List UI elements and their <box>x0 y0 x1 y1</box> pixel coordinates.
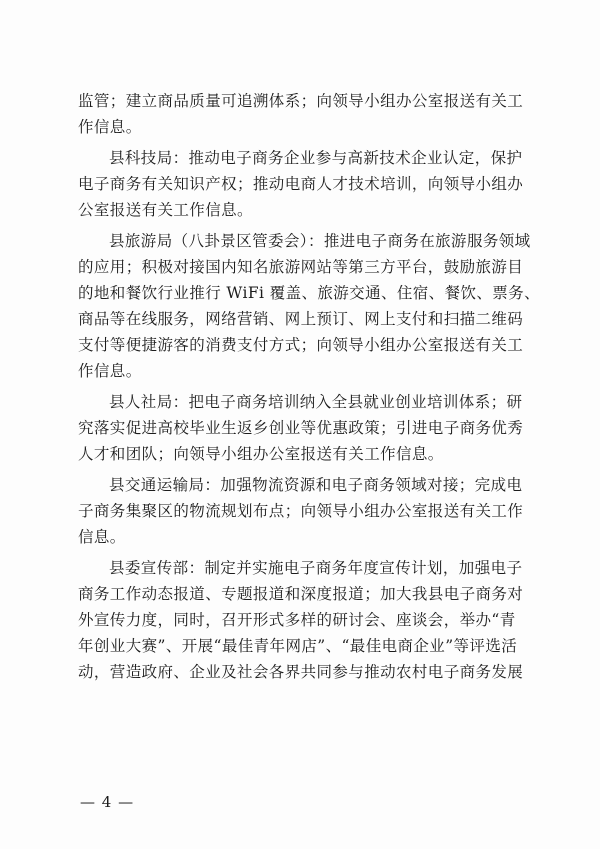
paragraph-hr-bureau <box>78 389 536 467</box>
text-line: 县旅游局（八卦景区管委会）：推进电子商务在旅游服务领域 <box>109 232 531 250</box>
text-line: 电子商务有关知识产权；推动电商人才技术培训，向领导小组办 <box>78 175 524 193</box>
text-line: 子商务集聚区的物流规划布点；向领导小组办公室报送有关工作 <box>78 502 524 520</box>
text-line: 监管；建立商品质量可追溯体系；向领导小组办公室报送有关工 <box>78 92 524 110</box>
paragraph-tourism-bureau <box>78 228 540 384</box>
paragraph-continuation <box>78 88 536 140</box>
text-line: 信息。 <box>78 528 126 546</box>
text-line: 年创业大赛”、开展“最佳青年网店”、“最佳电商企业”等评选活 <box>78 637 518 655</box>
text-line: 动，营造政府、企业及社会各界共同参与推动农村电子商务发展 <box>78 663 524 681</box>
text-line: 外宣传力度，同时，召开形式多样的研讨会、座谈会，举办“青 <box>78 611 516 629</box>
text-line: 究落实促进高校毕业生返乡创业等优惠政策；引进电子商务优秀 <box>78 419 524 437</box>
text-line: 县科技局：推动电子商务企业参与高新技术企业认定，保护 <box>109 149 523 167</box>
text-line: 商品等在线服务，网络营销、网上预订、网上支付和扫描二维码 <box>78 310 524 328</box>
text-line: 公室报送有关工作信息。 <box>78 201 253 219</box>
text-line: 作信息。 <box>78 118 142 136</box>
text-line: 支付等便捷游客的消费支付方式；向领导小组办公室报送有关工 <box>78 336 524 354</box>
text-line: 县交通运输局：加强物流资源和电子商务领域对接；完成电 <box>109 476 523 494</box>
text-line: 人才和团队；向领导小组办公室报送有关工作信息。 <box>78 445 444 463</box>
paragraph-publicity-dept <box>78 555 536 685</box>
text-line: 县人社局：把电子商务培训纳入全县就业创业培训体系；研 <box>109 393 523 411</box>
paragraph-tech-bureau <box>78 145 536 223</box>
text-line: 县委宣传部：制定并实施电子商务年度宣传计划，加强电子 <box>109 559 523 577</box>
page-number: — 4 — <box>80 793 135 811</box>
paragraph-transport-bureau <box>78 472 536 550</box>
document-body <box>78 88 540 690</box>
text-line: 的应用；积极对接国内知名旅游网站等第三方平台，鼓励旅游目 <box>78 258 524 276</box>
text-line: 作信息。 <box>78 362 142 380</box>
text-line: 商务工作动态报道、专题报道和深度报道；加大我县电子商务对 <box>78 585 524 603</box>
text-line: 的地和餐饮行业推行 WiFi 覆盖、旅游交通、住宿、餐饮、票务、 <box>78 284 540 302</box>
